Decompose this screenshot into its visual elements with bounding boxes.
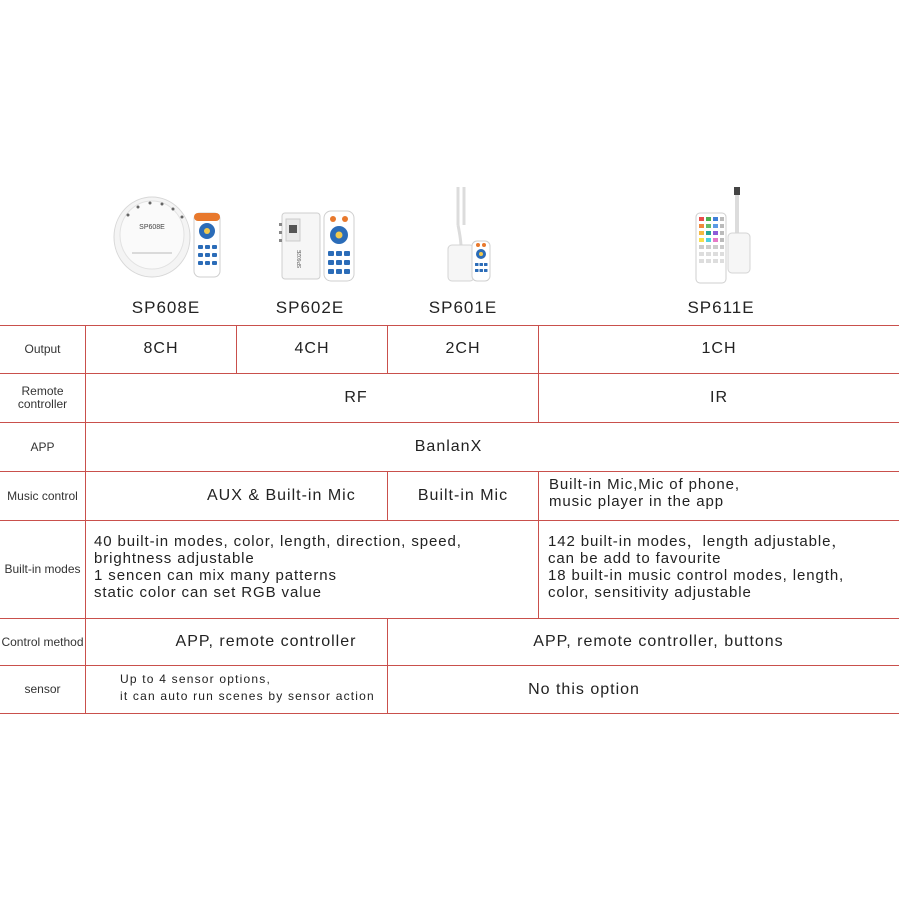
- sp611e-controller-image: [676, 185, 766, 285]
- product-sp608e: [110, 185, 222, 325]
- music-phone-line: Built-in Mic,Mic of phone,: [549, 476, 740, 493]
- row-label-output: Output: [24, 341, 61, 356]
- sensor-right: No this option: [528, 680, 640, 698]
- sp602e-controller-image: [262, 185, 358, 285]
- modes-left-line: brightness adjustable: [94, 550, 255, 567]
- svg-text:SP602E: SP602E: [297, 249, 303, 269]
- product-name: SP611E: [687, 298, 755, 317]
- sp608e-controller-image: [110, 185, 222, 285]
- modes-right: [548, 533, 896, 613]
- product-name: SP602E: [275, 298, 345, 317]
- product-name: SP601E: [428, 298, 498, 317]
- modes-right-line: 18 built-in music control modes, length,: [548, 567, 845, 584]
- output-sp602e: 4CH: [294, 340, 330, 357]
- sensor-left: [120, 671, 386, 709]
- row-label-remote: Remote controller: [17, 384, 68, 411]
- modes-left-line: 40 built-in modes, color, length, direction, speed,: [94, 533, 462, 550]
- modes-right-line: can be add to favourite: [548, 550, 722, 567]
- sensor-left-line: Up to 4 sensor options,: [120, 672, 272, 686]
- output-sp601e: 2CH: [445, 340, 481, 357]
- output-sp608e: 8CH: [143, 340, 179, 357]
- sensor-left-line: it can auto run scenes by sensor action: [120, 689, 375, 703]
- control-right: APP, remote controller, buttons: [533, 633, 784, 650]
- control-left: APP, remote controller: [175, 633, 357, 650]
- sp601e-controller-image: [418, 185, 508, 285]
- row-label-sensor: sensor: [24, 682, 61, 696]
- music-phone: [549, 476, 889, 518]
- row-label-app: APP: [30, 439, 55, 454]
- output-sp611e: 1CH: [701, 340, 737, 357]
- remote-ir: IR: [710, 389, 728, 406]
- modes-right-line: color, sensitivity adjustable: [548, 584, 752, 601]
- music-aux: AUX & Built-in Mic: [207, 487, 356, 504]
- product-sp601e: [418, 185, 508, 325]
- product-sp611e: [676, 185, 766, 325]
- modes-left-line: static color can set RGB value: [94, 584, 322, 601]
- modes-left-line: 1 sencen can mix many patterns: [94, 567, 337, 584]
- row-label-music: Music control: [7, 488, 78, 503]
- product-sp602e: [262, 185, 358, 325]
- music-mic: Built-in Mic: [417, 487, 509, 504]
- row-label-control: Control method: [1, 634, 84, 649]
- product-name: SP608E: [131, 298, 201, 317]
- modes-right-line: 142 built-in modes，length adjustable，: [548, 533, 848, 550]
- remote-rf: RF: [344, 389, 368, 406]
- app-value: BanlanX: [414, 438, 483, 455]
- svg-text:SP608E: SP608E: [139, 224, 165, 231]
- modes-left: [94, 533, 534, 613]
- row-label-modes: Built-in modes: [4, 562, 81, 576]
- music-phone-line: music player in the app: [549, 493, 724, 510]
